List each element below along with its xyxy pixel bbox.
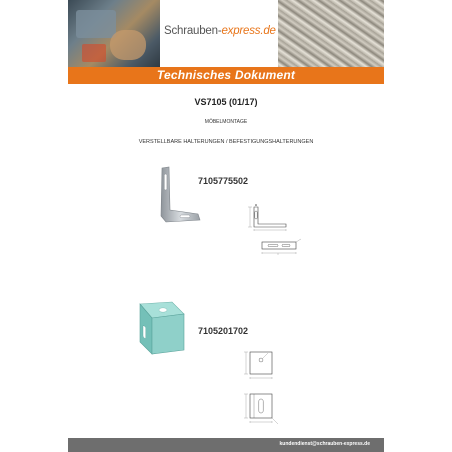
header-banner xyxy=(68,0,384,67)
title-bar xyxy=(68,67,384,84)
product-2-drawing-front xyxy=(240,390,284,430)
logo-main-text: Schrauben- xyxy=(164,25,222,37)
product-1-drawing-top xyxy=(254,236,306,258)
product-2-article-number: 7105201702 xyxy=(198,326,249,336)
screws-photo xyxy=(278,0,384,67)
brand-logo xyxy=(160,0,278,67)
product-2-drawing-top xyxy=(240,348,280,384)
document-subcategory: VERSTELLBARE HALTERUNGEN / BEFESTIGUNGSHALTERUNGEN xyxy=(138,139,314,145)
logo-accent-text: express.de xyxy=(221,25,276,37)
document-title: VS7105 (01/17) xyxy=(194,97,258,107)
product-1-drawing-side xyxy=(236,203,292,233)
footer-bar xyxy=(68,438,384,452)
product-1-image xyxy=(154,166,202,226)
product-1-article-number: 7105775502 xyxy=(198,176,249,186)
document-category: MÖBELMONTAGE xyxy=(204,119,248,125)
footer-email[interactable]: kundendienst@schrauben-express.de xyxy=(279,441,370,447)
tools-photo xyxy=(68,0,160,67)
document-page xyxy=(68,0,384,452)
product-2-image xyxy=(130,300,188,360)
banner-title: Technisches Dokument xyxy=(156,68,296,82)
